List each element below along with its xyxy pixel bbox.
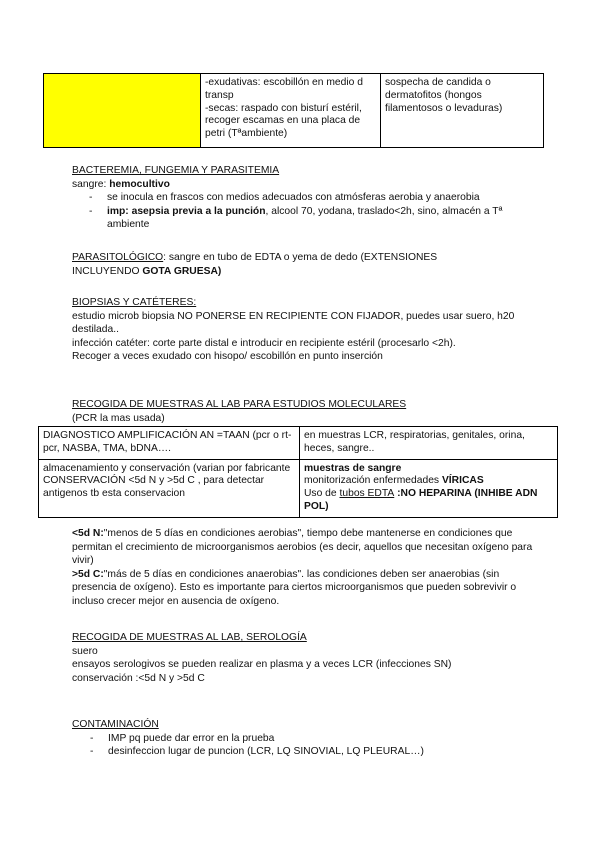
secas-text: -secas: raspado con bisturí estéril, recoger escamas en una placa de petri (Tªambiente): [205, 102, 362, 140]
parasitologico-label: PARASITOLÓGICO: [72, 252, 164, 263]
r1c2: en muestras LCR, respiratorias, genitales, orina, heces, sangre..: [300, 427, 558, 460]
r2c1: almacenamiento y conservación (varian por fabricante CONSERVACIÓN <5d N y >5d C , para detectar antigenos tb esta conservacion: [39, 459, 300, 517]
bacteremia-section: [72, 164, 542, 232]
biopsia-line1: estudio microb biopsia NO PONERSE EN RECIPIENTE CON FIJADOR, puedes usar suero, h20 destilada..: [72, 310, 515, 336]
note-5dC: >5d C:"más de 5 días en condiciones anaerobias". las condiciones deben ser anaerobias (sin presencia de oxígeno). Esto es importante para ciertos microorganismos que pueden sobrevivir o incluso crecer mejor en ausencia de oxígeno.: [72, 568, 517, 607]
parasitologico-section: PARASITOLÓGICO: sangre en tubo de EDTA o yema de dedo (EXTENSIONES INCLUYENDO GOTA GRUESA): [72, 252, 438, 277]
list-item: - se inocula en frascos con medios adecuados con atmósferas aerobia y anaerobia: [71, 191, 542, 205]
conservacion-notes: [72, 527, 542, 609]
top-table-col3: sospecha de candida o dermatofitos (hongos filamentosos o levaduras): [381, 74, 544, 148]
biopsias-heading: BIOPSIAS Y CATÉTERES:: [72, 297, 197, 308]
biopsia-line2: infección catéter: corte parte distal e introducir en recipiente estéril (procesarlo <2h).: [72, 337, 456, 349]
sangre-line: sangre: hemocultivo: [72, 178, 170, 190]
moleculares-header: [72, 398, 542, 425]
list-item: - IMP pq puede dar error en la prueba: [72, 732, 542, 746]
note-5dN: <5d N:"menos de 5 días en condiciones aerobias", tiempo debe mantenerse en condiciones que permitan el crecimiento de microorganismos aerobios (es decir, aquellos que necesitan oxígeno para vivir): [72, 528, 533, 567]
serologia-section: RECOGIDA DE MUESTRAS AL LAB, SEROLOGÍA suero ensayos serologivos se pueden realizar en plasma y a veces LCR (infecciones SN) conservación :<5d N y >5d C: [72, 631, 542, 685]
moleculares-sub: (PCR la mas usada): [72, 412, 165, 424]
bacteremia-list: [71, 191, 542, 232]
biopsias-section: [72, 296, 542, 364]
contaminacion-section: [72, 718, 542, 759]
contaminacion-heading: CONTAMINACIÓN: [72, 719, 159, 730]
biopsia-line3: Recoger a veces exudado con hisopo/ escobillón en punto inserción: [72, 351, 383, 363]
hemocultivo-text: hemocultivo: [109, 178, 170, 190]
r2c2: muestras de sangre monitorización enfermedades VÍRICAS Uso de tubos EDTA :NO HEPARINA (INHIBE ADN POL): [300, 459, 558, 517]
exudativas-line2: transp: [205, 89, 234, 101]
list-item: - desinfeccion lugar de puncion (LCR, LQ SINOVIAL, LQ PLEURAL…): [72, 745, 542, 759]
moleculares-heading: RECOGIDA DE MUESTRAS AL LAB PARA ESTUDIOS MOLECULARES: [72, 399, 407, 410]
bacteremia-heading: BACTEREMIA, FUNGEMIA Y PARASITEMIA: [72, 165, 280, 176]
yellow-highlight-cell: [44, 74, 201, 148]
exudativas-line1: -exudativas: escobillón en medio d: [205, 77, 363, 88]
moleculares-table: [38, 426, 558, 518]
list-item: - imp: asepsia previa a la punción, alcool 70, yodana, traslado<2h, sino, almacén a Tª ambiente: [71, 205, 542, 232]
contaminacion-list: [72, 732, 542, 759]
top-table-col2: [201, 74, 381, 148]
top-table: [43, 73, 544, 148]
r1c1: DIAGNOSTICO AMPLIFICACIÓN AN =TAAN (pcr o rt-pcr, NASBA, TMA, bDNA….: [39, 427, 300, 460]
serologia-heading: RECOGIDA DE MUESTRAS AL LAB, SEROLOGÍA: [72, 632, 307, 643]
